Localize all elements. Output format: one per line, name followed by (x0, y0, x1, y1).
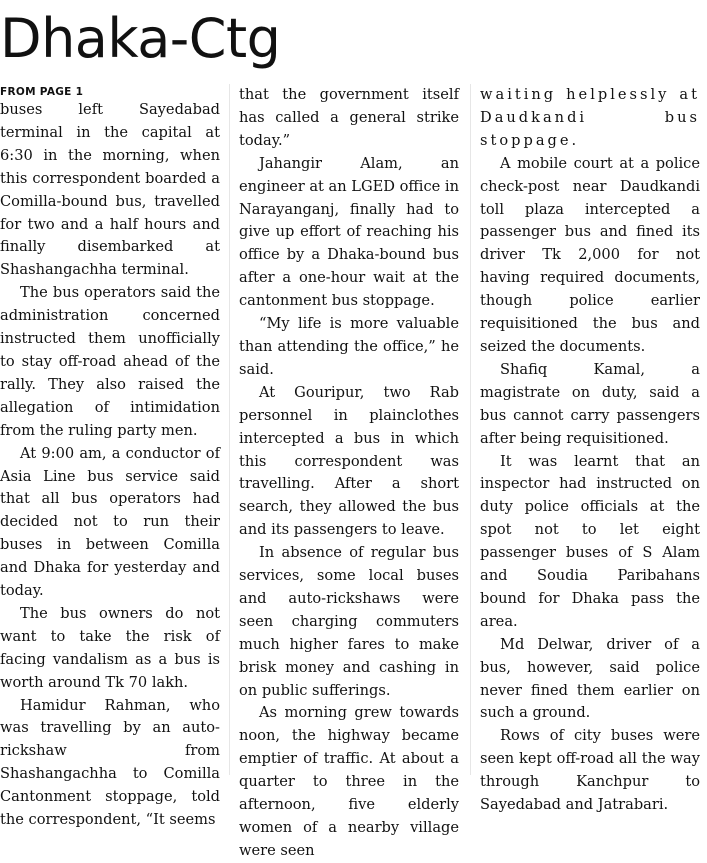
headline: Dhaka-Ctg (0, 7, 281, 70)
paragraph: Rows of city buses were seen kept off-road all the way through Kanchpur to Sayedabad and Jatrabari. (480, 727, 700, 814)
article-body (0, 84, 707, 859)
paragraph: At 9:00 am, a conductor of Asia Line bus service said that all bus operators had decided not to run their buses in between Comilla and Dhaka for yesterday and today. (0, 444, 220, 600)
paragraph: Hamidur Rahman, who was travelling by an auto-rickshaw from Shashangachha to Comilla Cantonment stoppage, told the correspondent, “It seems (0, 696, 220, 829)
paragraph: At Gouripur, two Rab personnel in plainclothes intercepted a bus in which this correspondent was travelling. After a short search, they allowed the bus and its passengers to leave. (239, 383, 459, 539)
paragraph: A mobile court at a police check-post near Daudkandi toll plaza intercepted a passenger bus and fined its driver Tk 2,000 for not having required documents, though police earlier requisitioned the bus and seized the documents. (480, 154, 700, 355)
paragraph: buses left Sayedabad terminal in the capital at 6:30 in the morning, when this correspondent boarded a Comilla-bound bus, travelled for two and a half hours and finally disembarked at Shashangachha terminal. (0, 101, 220, 279)
article-column-3 (480, 84, 700, 814)
paragraph: In absence of regular bus services, some local buses and auto-rickshaws were seen charging commuters much higher fares to make brisk money and cashing in on public sufferings. (239, 544, 459, 699)
paragraph: The bus owners do not want to take the risk of facing vandalism as a bus is worth around Tk 70 lakh. (0, 604, 220, 691)
column-divider (229, 84, 230, 775)
paragraph: “My life is more valuable than attending the office,” he said. (239, 315, 459, 378)
paragraph: As morning grew towards noon, the highway became emptier of traffic. At about a quarter to three in the afternoon, five elderly women of a nearby village were seen (239, 704, 459, 859)
paragraph: Shafiq Kamal, a magistrate on duty, said a bus cannot carry passengers after being requisitioned. (480, 360, 700, 447)
paragraph: The bus operators said the administration concerned instructed them unofficially to stay off-road ahead of the rally. They also raised the allegation of intimidation from the ruling party men. (0, 284, 220, 439)
paragraph: waiting helplessly at Daudkandi bus stoppage. (480, 86, 700, 149)
article-column-2 (239, 84, 459, 859)
article-column-1 (0, 86, 220, 829)
column-divider (470, 84, 471, 775)
continued-label: FROM PAGE 1 (0, 86, 84, 98)
paragraph: Jahangir Alam, an engineer at an LGED office in Narayanganj, finally had to give up effort of reaching his office by a Dhaka-bound bus after a one-hour wait at the cantonment bus stoppage. (239, 154, 459, 310)
paragraph: Md Delwar, driver of a bus, however, said police never fined them earlier on such a ground. (480, 635, 700, 722)
paragraph: It was learnt that an inspector had instructed on duty police officials at the spot not to let eight passenger buses of S Alam and Soudia Paribahans bound for Dhaka pass the area. (480, 452, 700, 630)
paragraph: that the government itself has called a general strike today.” (239, 86, 459, 149)
